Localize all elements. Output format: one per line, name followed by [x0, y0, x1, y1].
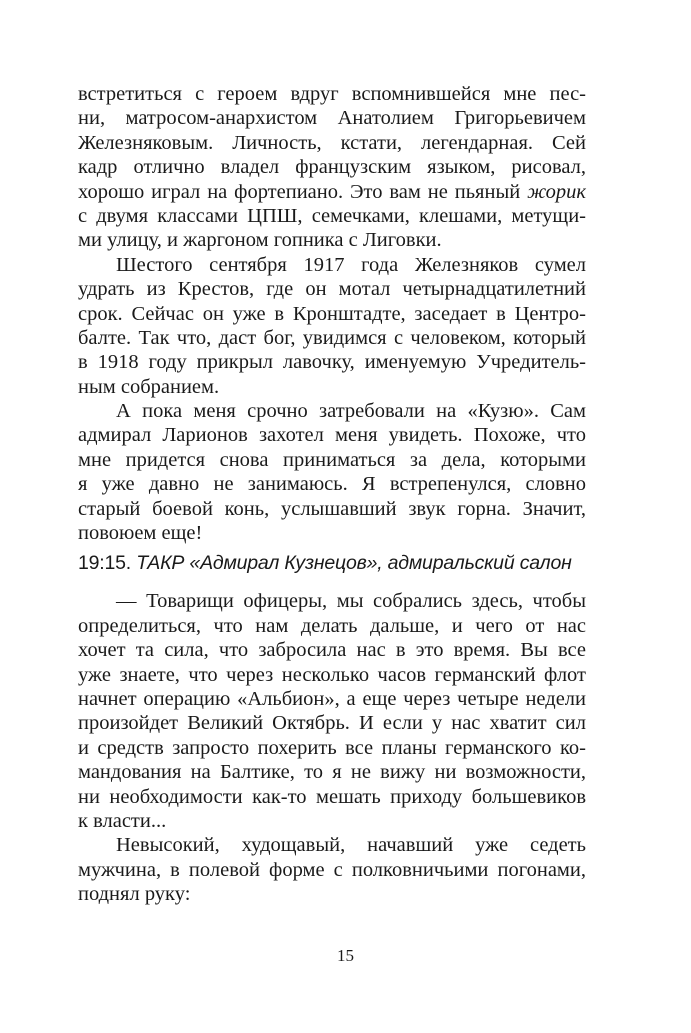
text-line: ни необходимости как-то мешать приходу большевиков [78, 785, 586, 808]
text-line: к власти... [78, 809, 167, 832]
text-line: А пока меня срочно затребовали на «Кузю». Сам [116, 400, 586, 423]
text-line: начнет операцию «Альбион», а еще через четыре недели [78, 687, 586, 710]
text-line: я уже давно не занимаюсь. Я встрепенулся, словно [78, 473, 586, 496]
text-line: поднял руку: [78, 883, 191, 906]
text-line: ни, матросом-анархистом Анатолием Григорьевичем [78, 107, 586, 130]
book-page [78, 82, 586, 907]
text-line: ным собранием. [78, 375, 220, 398]
text-line: встретиться с героем вдруг вспомнившейся мне пес- [78, 83, 586, 105]
text-line: срок. Сейчас он уже в Кронштадте, заседает в Центро- [78, 302, 586, 325]
text-line: хочет та сила, что забросила нас в это время. Вы все [78, 639, 586, 662]
text-line: мужчина, в полевой форме с полковничьими погонами, [78, 858, 586, 881]
heading-time: 19:15. [78, 552, 132, 575]
text-line: удрать из Крестов, где он мотал четырнадцатилетний [78, 278, 586, 301]
text-line: ми улицу, и жаргоном гопника с Лиговки. [78, 229, 442, 252]
text-line: уже знаете, что через несколько часов германский флот [78, 663, 586, 686]
text-line: старый боевой конь, услышавший звук горна. Значит, [78, 497, 586, 520]
text-line: — Товарищи офицеры, мы собрались здесь, чтобы [116, 590, 586, 613]
heading-text: ТАКР «Адмирал Кузнецов», адмиральский салон [136, 552, 572, 575]
text-line: Шестого сентября 1917 года Железняков сумел [116, 253, 586, 276]
text-line: определиться, что нам делать дальше, и чего от нас [78, 614, 586, 637]
page-number: 15 [337, 946, 354, 965]
text-line [78, 180, 586, 204]
text-line: произойдет Великий Октябрь. И если у нас хватит сил [78, 712, 586, 735]
text-fragment: хорошо играл на фортепиано. Это вам не пьяный [78, 180, 521, 203]
text-line: повоюем еще! [78, 522, 203, 545]
italic-word: жорик [527, 180, 587, 203]
text-line: мне придется снова приниматься за дела, которыми [78, 448, 586, 471]
paragraph-5 [78, 833, 586, 906]
text-line: в 1918 году прикрыл лавочку, именуемую Учредитель- [78, 351, 586, 374]
paragraph-1 [78, 82, 586, 253]
paragraph-2 [78, 253, 586, 399]
text-line: мандования на Балтике, то я не вижу ни возможности, [78, 761, 586, 784]
section-heading [78, 549, 586, 577]
text-line: кадр отлично владел французским языком, рисовал, [78, 156, 586, 179]
text-line: адмирал Ларионов захотел меня увидеть. Похоже, что [78, 424, 586, 447]
text-line: с двумя классами ЦПШ, семечками, клешами, метущи- [78, 204, 586, 227]
text-line: Железняковым. Личность, кстати, легендарная. Сей [78, 131, 586, 154]
paragraph-4 [78, 589, 586, 833]
text-line: балте. Так что, даст бог, увидимся с человеком, который [78, 326, 586, 349]
text-line: и средств запросто похерить все планы германского ко- [78, 736, 586, 759]
paragraph-3 [78, 399, 586, 545]
text-line: Невысокий, худощавый, начавший уже седеть [116, 834, 586, 857]
